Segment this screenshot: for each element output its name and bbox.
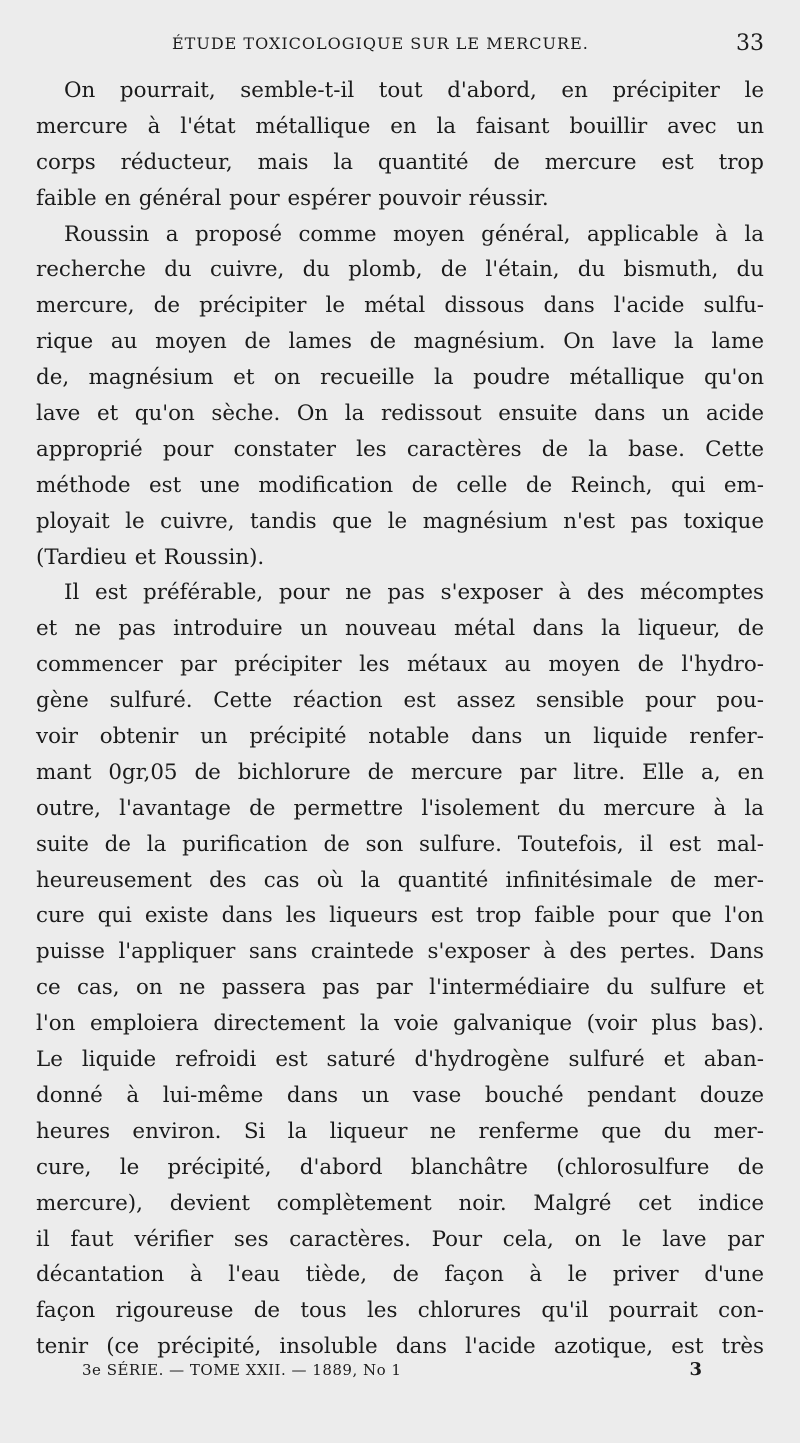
running-title: ÉTUDE TOXICOLOGIQUE SUR LE MERCURE. [172,34,589,53]
footer-series-line: 3e SÉRIE. — TOME XXII. — 1889, No 1 [82,1361,402,1379]
page-header [36,31,764,64]
text-line: puisse l'appliquer sans craintede s'exposer à des pertes. Dans [36,939,764,965]
text-line: ce cas, on ne passera pas par l'intermédiaire du sulfure et [36,975,764,1001]
text-line: rique au moyen de lames de magnésium. On lave la lame [36,329,764,355]
text-line: cure, le précipité, d'abord blanchâtre (chlorosulfure de [36,1154,764,1180]
text-line: l'on emploiera directement la voie galvanique (voir plus bas). [36,1011,764,1037]
text-line: et ne pas introduire un nouveau métal dans la liqueur, de [36,616,764,642]
text-line: commencer par précipiter les métaux au moyen de l'hydro- [36,652,764,678]
text-line: tenir (ce précipité, insoluble dans l'acide azotique, est très [36,1334,764,1360]
text-line: On pourrait, semble-t-il tout d'abord, en précipiter le [64,78,764,103]
page-footer [82,1361,702,1391]
text-line: approprié pour constater les caractères de la base. Cette [36,436,764,462]
text-line: recherche du cuivre, du plomb, de l'étain, du bismuth, du [36,257,764,283]
body-text [36,73,764,1365]
text-line: mercure, de précipiter le métal dissous dans l'acide sulfu- [36,293,764,319]
text-line: cure qui existe dans les liqueurs est trop faible pour que l'on [36,903,764,929]
text-line: il faut vérifier ses caractères. Pour cela, on le lave par [36,1226,764,1252]
page-number: 33 [736,31,764,56]
text-line: voir obtenir un précipité notable dans un liquide renfer- [36,724,764,750]
text-line: ployait le cuivre, tandis que le magnésium n'est pas toxique [36,508,764,534]
text-line: heureusement des cas où la quantité infinitésimale de mer- [36,867,764,893]
text-line: (Tardieu et Roussin). [36,544,265,570]
text-line: décantation à l'eau tiède, de façon à le priver d'une [36,1262,764,1288]
text-line: méthode est une modification de celle de Reinch, qui em- [36,472,764,498]
text-line: Le liquide refroidi est saturé d'hydrogène sulfuré et aban- [36,1047,764,1073]
text-line: Roussin a proposé comme moyen général, applicable à la [64,221,764,247]
text-line: donné à lui-même dans un vase bouché pendant douze [36,1082,764,1108]
text-line: façon rigoureuse de tous les chlorures qu'il pourrait con- [36,1298,764,1324]
text-line: mercure à l'état métallique en la faisant bouillir avec un [36,113,764,139]
text-line: mant 0gr,05 de bichlorure de mercure par litre. Elle a, en [36,759,764,785]
text-line: mercure), devient complètement noir. Malgré cet indice [36,1190,764,1216]
text-line: heures environ. Si la liqueur ne renferme que du mer- [36,1118,764,1144]
text-line: gène sulfuré. Cette réaction est assez sensible pour pou- [36,688,764,714]
text-line: suite de la purification de son sulfure. Toutefois, il est mal- [36,831,764,857]
text-line: outre, l'avantage de permettre l'isolement du mercure à la [36,795,764,821]
text-line: Il est préférable, pour ne pas s'exposer à des mécomptes [64,580,764,606]
text-line: lave et qu'on sèche. On la redissout ensuite dans un acide [36,401,764,427]
text-line: de, magnésium et on recueille la poudre métallique qu'on [36,365,764,391]
text-line: corps réducteur, mais la quantité de mercure est trop [36,149,764,175]
signature-mark: 3 [689,1359,702,1380]
text-line: faible en général pour espérer pouvoir réussir. [36,185,549,211]
